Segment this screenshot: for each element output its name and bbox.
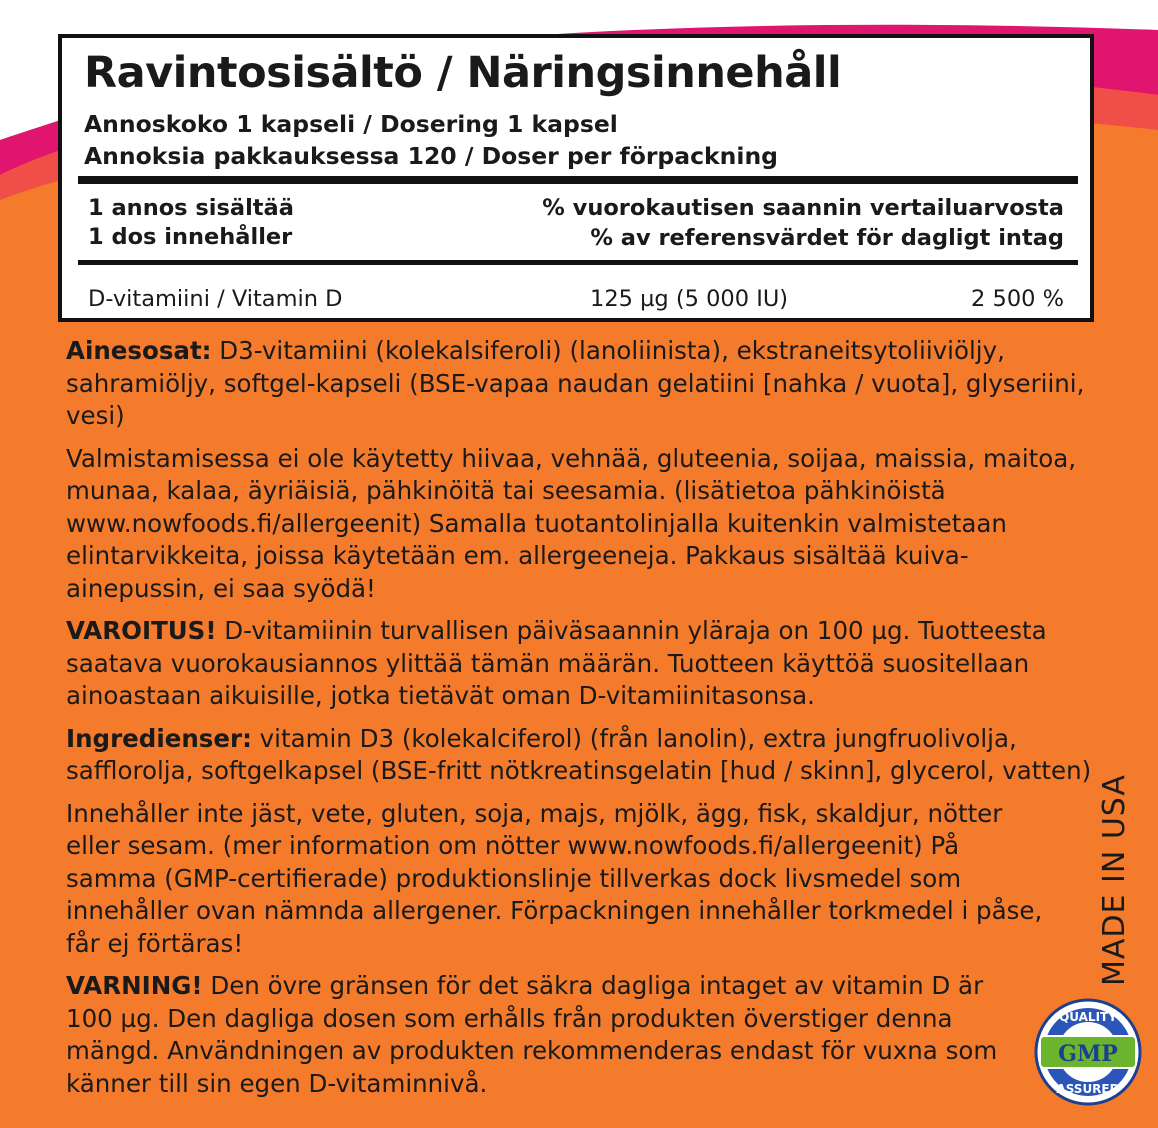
header-left-fi: 1 annos sisältää bbox=[88, 195, 294, 221]
divider-thick bbox=[78, 176, 1078, 184]
badge-bottom-text: ASSURED bbox=[1056, 1082, 1120, 1096]
divider-mid bbox=[78, 260, 1078, 265]
badge-top-text: QUALITY bbox=[1059, 1010, 1117, 1024]
paragraph-label: VARNING! bbox=[66, 971, 203, 1000]
paragraph-allergens-fi bbox=[66, 443, 1106, 606]
label-text bbox=[66, 335, 1106, 1110]
header-left-sv: 1 dos innehåller bbox=[88, 224, 293, 250]
paragraph-label: Ingredienser: bbox=[66, 723, 252, 753]
badge-middle-text: GMP bbox=[1058, 1041, 1118, 1067]
paragraph-text: Valmistamisessa ei ole käytetty hiivaa, vehnää, gluteenia, soijaa, maissia, maitoa, munaa, kalaa, äyriäisiä, pähkinöitä tai seesamia. (lisätietoa pähkinöistä www.nowfoods.fi/allergeenit) Samalla tuotantolinjalla kuitenkin valmistetaan elintarvikkeita, joissa käytetään em. allergeeneja. Pakkaus sisältää kuiva-ainepussin, ei saa syödä! bbox=[66, 443, 1077, 603]
made-in-usa: MADE IN USA bbox=[1097, 774, 1132, 986]
paragraph-warning-fi bbox=[66, 615, 1106, 713]
nutrition-title: Ravintosisältö / Näringsinnehåll bbox=[84, 48, 842, 98]
nutrient-percent: 2 500 % bbox=[971, 286, 1064, 312]
paragraph-text: D3-vitamiini (kolekalsiferoli) (lanoliinista), ekstraneitsytoliiviöljy, sahramiöljy, softgel-kapseli (BSE-vapaa naudan gelatiini [nahka / vuota], glyseriini, vesi) bbox=[66, 336, 1085, 430]
header-right-fi: % vuorokautisen saannin vertailuarvosta bbox=[542, 195, 1064, 221]
paragraph-text: Innehåller inte jäst, vete, gluten, soja, majs, mjölk, ägg, fisk, skaldjur, nötter eller sesam. (mer information om nötter www.nowfoods.fi/allergeenit) På samma (GMP-certifierade) produktionslinje tillverkas dock livsmedel som innehåller ovan nämnda allergener. Förpackningen innehåller torkmedel i påse, får ej förtäras! bbox=[66, 798, 1043, 958]
nutrient-amount: 125 µg (5 000 IU) bbox=[590, 286, 789, 312]
nutrient-name: D-vitamiini / Vitamin D bbox=[88, 286, 343, 312]
paragraph-ingredients-sv bbox=[66, 723, 1106, 788]
serving-size: Annoskoko 1 kapseli / Dosering 1 kapsel bbox=[84, 110, 618, 138]
paragraph-text: vitamin D3 (kolekalciferol) (från lanolin), extra jungfruolivolja, safflorolja, softgelkapsel (BSE-fritt nötkreatinsgelatin [hud / skinn], glycerol, vatten) bbox=[66, 723, 1092, 785]
paragraph-warning-sv bbox=[66, 970, 1016, 1100]
paragraph-allergens-sv bbox=[66, 798, 1056, 961]
paragraph-text: D-vitamiinin turvallisen päiväsaannin yläraja on 100 µg. Tuotteesta saatava vuorokausiannos ylittää tämän määrän. Tuotteen käyttöä suositellaan ainoastaan aikuisille, jotka tietävät oman D-vitamiinitasonsa. bbox=[66, 616, 1047, 710]
paragraph-text: Den övre gränsen för det säkra dagliga intaget av vitamin D är 100 µg. Den dagliga dosen som erhålls från produkten överstiger denna mängd. Användningen av produkten rekommenderas endast för vuxna som känner till sin egen D-vitaminnivå. bbox=[66, 971, 998, 1098]
servings-per-pack: Annoksia pakkauksessa 120 / Doser per förpackning bbox=[84, 142, 779, 170]
header-right-sv: % av referensvärdet för dagligt intag bbox=[590, 225, 1064, 251]
paragraph-label: Ainesosat: bbox=[66, 336, 212, 365]
paragraph-ingredients-fi bbox=[66, 335, 1106, 433]
nutrition-panel bbox=[58, 34, 1094, 322]
gmp-badge-icon bbox=[1032, 996, 1144, 1108]
paragraph-label: VAROITUS! bbox=[66, 616, 217, 645]
